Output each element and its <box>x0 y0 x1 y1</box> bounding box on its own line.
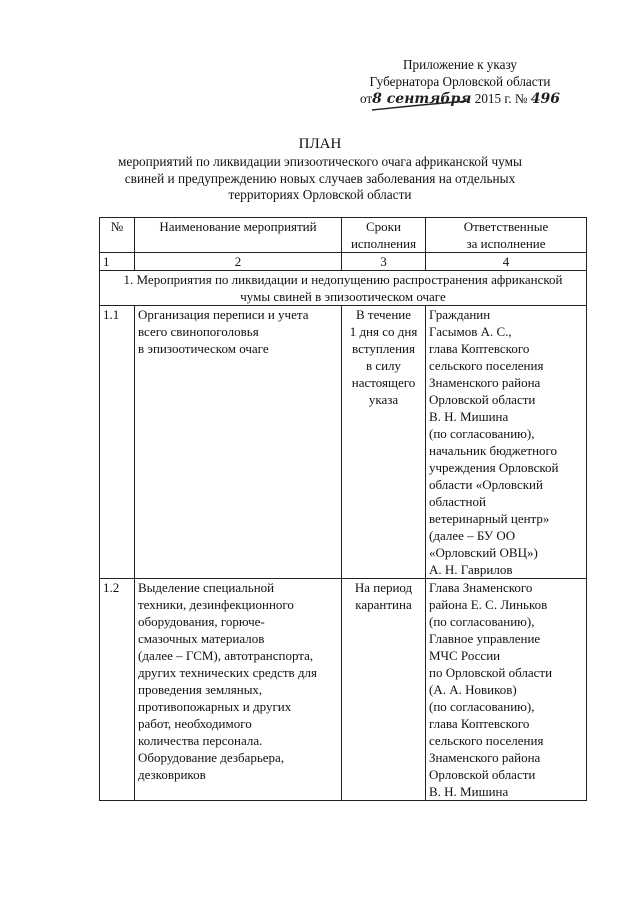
deadline-line: указа <box>368 392 399 407</box>
activity-name-line: смазочных материалов <box>138 631 265 646</box>
responsible-line: ветеринарный центр» <box>429 511 550 526</box>
section-line-2: чумы свиней в эпизоотическом очаге <box>240 289 446 304</box>
activity-name-line: оборудования, горюче- <box>138 614 265 629</box>
deadline-line: в силу <box>365 358 402 373</box>
responsible-line: сельского поселения <box>429 733 544 748</box>
activity-name <box>135 579 342 801</box>
responsible-line: учреждения Орловской <box>429 460 559 475</box>
responsible-line: «Орловский ОВЦ») <box>429 545 538 560</box>
responsible-line: начальник бюджетного <box>429 443 558 458</box>
responsible-line: Орловской области <box>429 392 536 407</box>
appendix-line-1: Приложение к указу <box>403 57 517 72</box>
responsible-line: Гражданин <box>429 307 491 322</box>
handwritten-number: 496 <box>530 91 561 107</box>
row-number: 1.2 <box>100 579 135 801</box>
responsible <box>426 306 587 579</box>
responsible-line: Глава Знаменского <box>429 580 533 595</box>
responsible-line: сельского поселения <box>429 358 544 373</box>
responsible-line: областной <box>429 494 486 509</box>
section-heading <box>100 271 587 306</box>
section-row <box>100 271 587 306</box>
col-number-1: 1 <box>100 253 135 271</box>
activity-name-line: проведения земляных, <box>138 682 263 697</box>
responsible-line: глава Коптевского <box>429 716 530 731</box>
appendix-prefix: от <box>359 91 373 106</box>
activity-name-line: дезковриков <box>138 767 206 782</box>
activity-name-line: техники, дезинфекционного <box>138 597 294 612</box>
header-resp <box>426 218 587 253</box>
responsible-line: Гасымов А. С., <box>429 324 512 339</box>
row-number: 1.1 <box>100 306 135 579</box>
handwritten-date: 8 сентября <box>372 91 472 107</box>
title-line-1: мероприятий по ликвидации эпизоотического очага африканской чумы <box>118 154 522 169</box>
responsible-line: (по согласованию), <box>429 699 535 714</box>
header-resp-line-2: за исполнение <box>466 236 546 251</box>
table-rows <box>100 306 587 801</box>
responsible-line: области «Орловский <box>429 477 543 492</box>
activity-name-line: противопожарных и других <box>138 699 292 714</box>
activity-name-line: работ, необходимого <box>138 716 252 731</box>
responsible-line: по Орловской области <box>429 665 553 680</box>
table-row <box>100 579 587 801</box>
activity-name-line: (далее – ГСМ), автотранспорта, <box>138 648 314 663</box>
responsible-line: (А. А. Новиков) <box>429 682 517 697</box>
activity-name <box>135 306 342 579</box>
responsible-line: Знаменского района <box>429 375 541 390</box>
responsible-line: А. Н. Гаврилов <box>429 562 513 577</box>
header-row <box>100 218 587 253</box>
header-term-line-2: исполнения <box>350 236 417 251</box>
activity-name-line: Организация переписи и учета <box>138 307 309 322</box>
deadline <box>342 579 426 801</box>
responsible-line: (далее – БУ ОО <box>429 528 516 543</box>
header-term-line-1: Сроки <box>366 219 401 234</box>
table-row <box>100 306 587 579</box>
deadline-line: В течение <box>355 307 412 322</box>
title-head: ПЛАН <box>298 136 342 152</box>
header-num: № <box>100 218 135 253</box>
appendix-line-2: Губернатора Орловской области <box>369 74 551 89</box>
responsible-line: Главное управление <box>429 631 541 646</box>
column-number-row <box>100 253 587 271</box>
responsible <box>426 579 587 801</box>
responsible-line: района Е. С. Линьков <box>429 597 548 612</box>
handwritten-stroke-icon <box>370 98 470 114</box>
responsible-line: В. Н. Мишина <box>429 409 509 424</box>
responsible-line: МЧС России <box>429 648 501 663</box>
activity-name-line: других технических средств для <box>138 665 318 680</box>
deadline <box>342 306 426 579</box>
document-title <box>110 136 530 204</box>
responsible-line: В. Н. Мишина <box>429 784 509 799</box>
activity-name-line: в эпизоотическом очаге <box>138 341 269 356</box>
section-line-1: 1. Мероприятия по ликвидации и недопущению распространения африканской <box>123 272 563 287</box>
responsible-line: (по согласованию), <box>429 426 535 441</box>
activity-name-line: количества персонала. <box>138 733 263 748</box>
deadline-line: 1 дня со дня <box>349 324 418 339</box>
title-line-3: территориях Орловской области <box>228 187 412 202</box>
header-resp-line-1: Ответственные <box>463 219 549 234</box>
responsible-line: Орловской области <box>429 767 536 782</box>
header-name: Наименование мероприятий <box>135 218 342 253</box>
deadline-line: карантина <box>355 597 412 612</box>
activity-name-line: Оборудование дезбарьера, <box>138 750 285 765</box>
activity-name-line: всего свинопоголовья <box>138 324 259 339</box>
appendix-year: 2015 г. № <box>474 91 528 106</box>
responsible-line: глава Коптевского <box>429 341 530 356</box>
plan-table <box>99 217 587 801</box>
responsible-line: Знаменского района <box>429 750 541 765</box>
col-number-3: 3 <box>342 253 426 271</box>
responsible-line: (по согласованию), <box>429 614 535 629</box>
title-line-2: свиней и предупреждению новых случаев заболевания на отдельных <box>124 170 516 186</box>
col-number-4: 4 <box>426 253 587 271</box>
deadline-line: вступления <box>352 341 415 356</box>
deadline-line: На период <box>354 580 413 595</box>
col-number-2: 2 <box>135 253 342 271</box>
header-term <box>342 218 426 253</box>
deadline-line: настоящего <box>351 375 416 390</box>
activity-name-line: Выделение специальной <box>138 580 275 595</box>
